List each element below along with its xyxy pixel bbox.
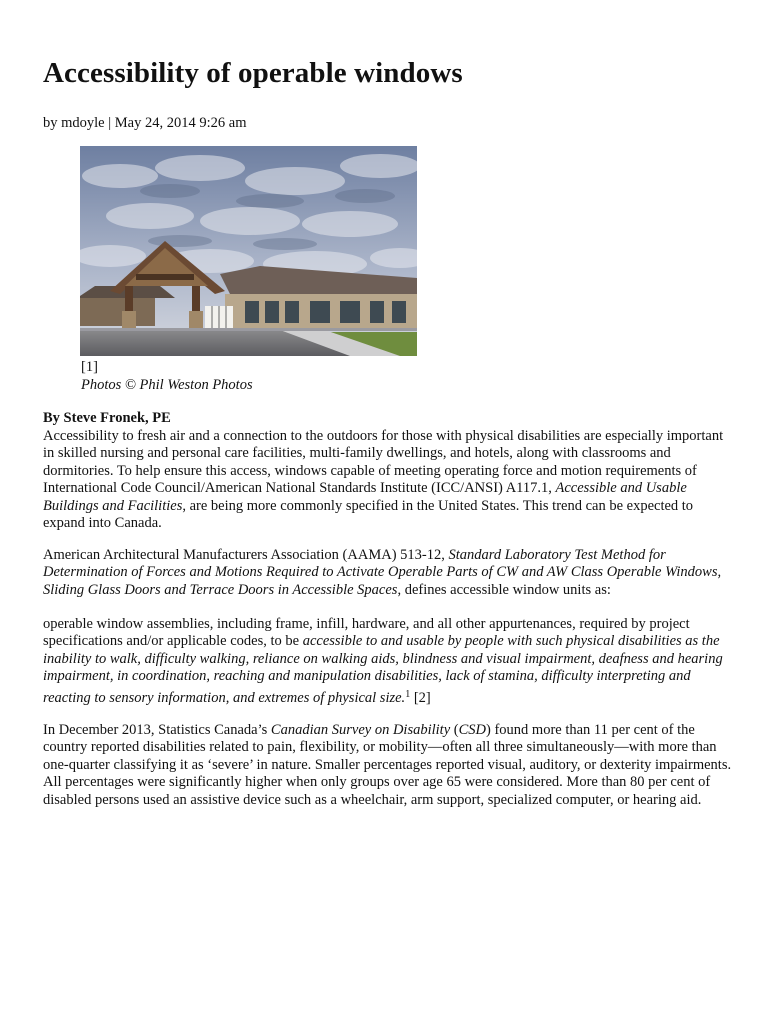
p1-standard-title: Accessible and Usable Buildings and Facilities — [43, 480, 687, 514]
footnote-marker[interactable]: 1 — [405, 688, 411, 700]
photo-credit: Photos © Phil Weston Photos — [81, 377, 253, 393]
paragraph-1 — [43, 428, 733, 532]
p2-text-c: , defines accessible window units as: — [397, 581, 611, 598]
p2-text-a: American Architectural Manufacturers Association (AAMA) 513-12, — [43, 547, 449, 563]
p2-standard-title: Standard Laboratory Test Method for Determination of Forces and Motions Required to Activate Operable Parts of CW and AW Class Operable Windows, Sliding Glass Doors and Terrace Doors in Accessible Spaces — [43, 547, 722, 598]
p4-text-c: ( — [450, 722, 459, 738]
p3-definition-italic: accessible to and usable by people with such physical disabilities as the inability to walk, difficulty walking, reliance on walking aids, blindness and visual impairment, deafness and hearing impairment, in coordination, reaching and manipulation disabilities, lack of stamina, difficulty interpreting and reacting to sensory information, and extremes of physical size. — [43, 633, 723, 706]
article-photo — [80, 146, 417, 356]
figure-reference[interactable]: [1] — [81, 359, 98, 375]
reference-link[interactable]: [2] — [410, 689, 431, 706]
author-line: By Steve Fronek, PE — [43, 410, 171, 426]
p4-survey-abbr: CSD — [458, 722, 487, 738]
byline: by mdoyle | May 24, 2014 9:26 am — [43, 115, 247, 131]
article-title: Accessibility of operable windows — [43, 57, 463, 89]
paragraph-4 — [43, 722, 733, 809]
p4-survey-title: Canadian Survey on Disability — [270, 722, 451, 738]
p4-text-a: In December 2013, Statistics Canada’s — [43, 722, 271, 738]
p1-text-a: Accessibility to fresh air and a connection to the outdoors for those with physical disabilities are especially important in skilled nursing and personal care facilities, multi-family dwellings, and hotels, along with classrooms and dormitories. To help ensure this access, windows capable of meeting operating force and motion requirements of International Code Council/American National Standards Institute (ICC/ANSI) A117.1, — [43, 428, 724, 497]
p3-text-a: operable window assemblies, including frame, infill, hardware, and all other appurtenances, required by project specifications and/or applicable codes, to be — [43, 616, 690, 650]
paragraph-2 — [43, 547, 733, 599]
p1-text-c: , are being more commonly specified in the United States. This trend can be expected to expand into Canada. — [43, 497, 694, 532]
definition-quote — [43, 616, 733, 707]
p4-text-e: ) found more than 11 per cent of the country reported disabilities related to pain, flexibility, or mobility—often all three simultaneously—with more than one-quarter classifying it as ‘severe’ in nature. Smaller percentages reported visual, auditory, or dexterity impairments. All percentages were significantly higher when only groups over age 65 were considered. More than 80 per cent of disabled persons used an assistive device such as a wheelchair, arm support, specialized computer, or hearing aid. — [43, 722, 732, 808]
